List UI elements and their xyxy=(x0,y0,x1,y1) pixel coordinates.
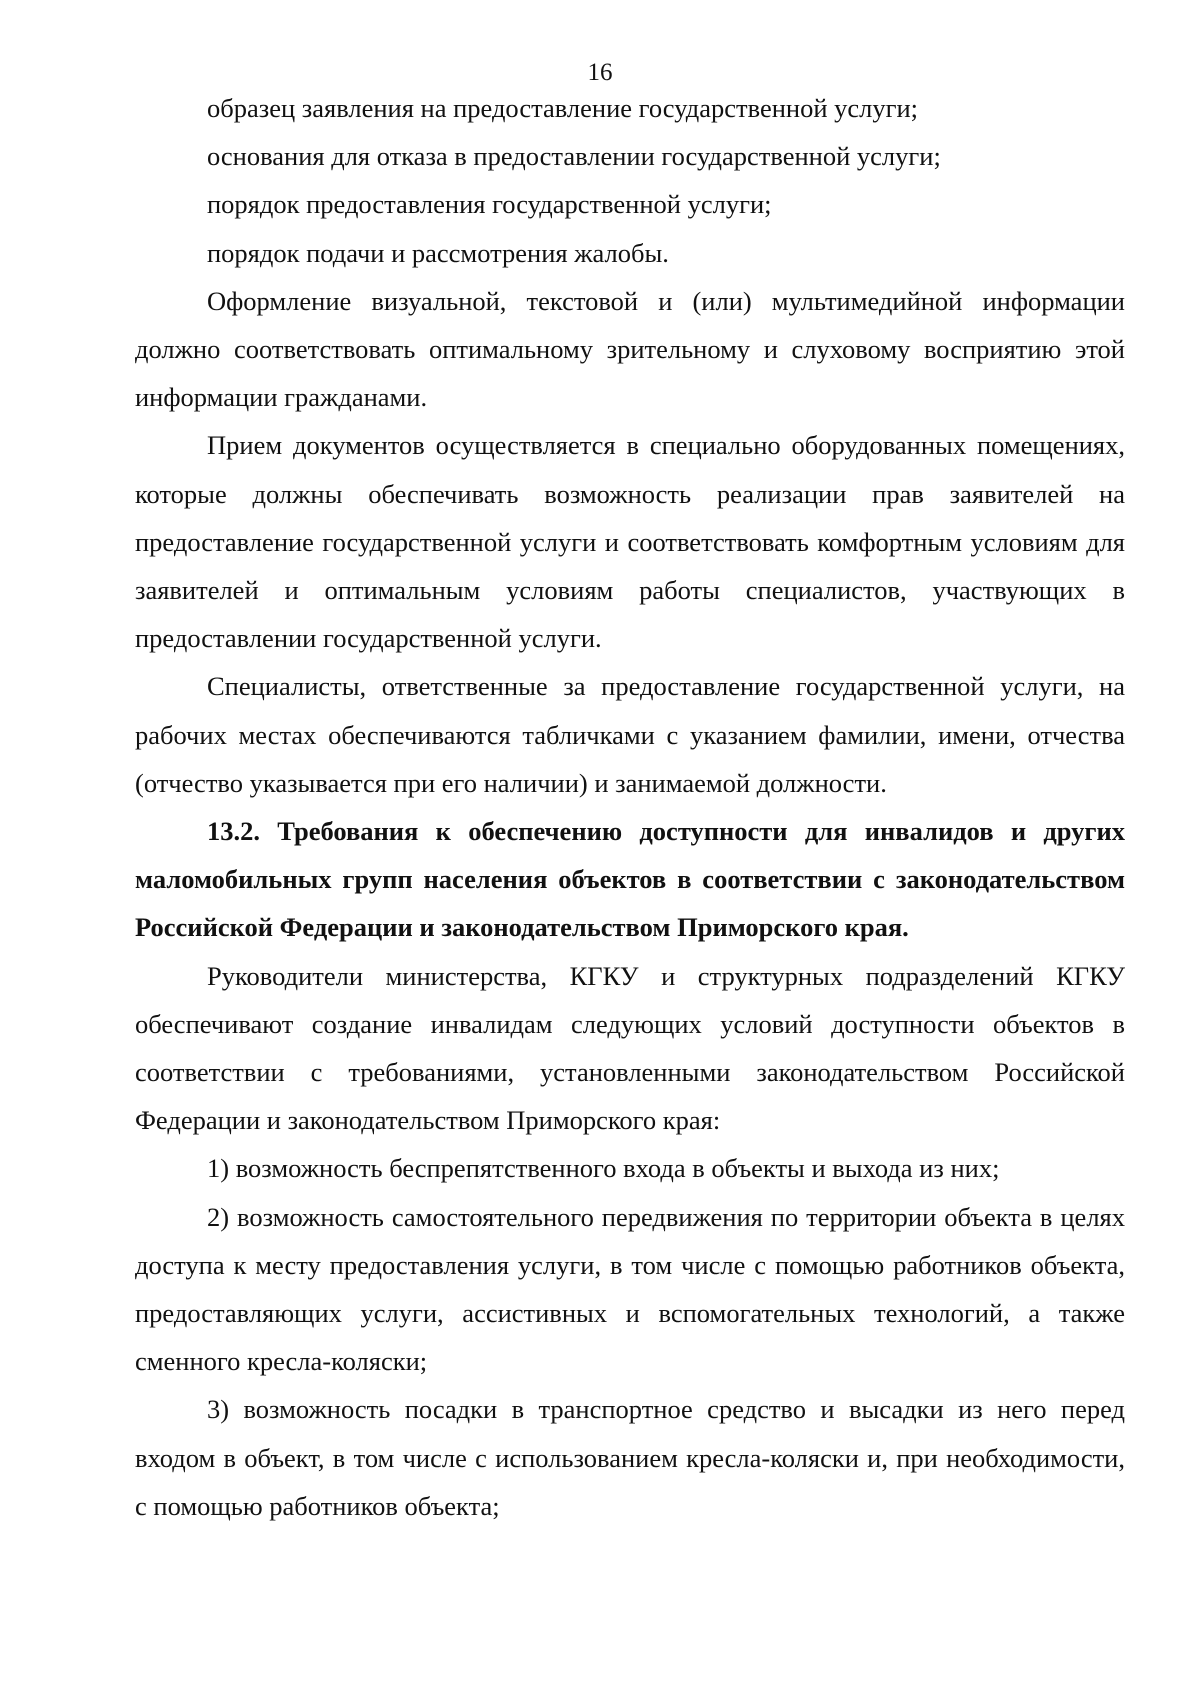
list-item-complaint-procedure: порядок подачи и рассмотрения жалобы. xyxy=(207,237,669,268)
list-item-condition-2: 2) возможность самостоятельного передвижения по территории объекта в целях доступа к месту предоставления услуги, в том числе с помощью работников объекта, предоставляющих услуги, ассистивных и вспомогательных технологий, а также сменного кресла-коляски; xyxy=(135,1201,1125,1377)
list-item-condition-1: 1) возможность беспрепятственного входа в объекты и выхода из них; xyxy=(207,1153,1000,1184)
paragraph-accessibility-conditions: Руководители министерства, КГКУ и структурных подразделений КГКУ обеспечивают создание инвалидам следующих условий доступности объектов в соответствии с требованиями, установленными законодательством Российской Федерации и законодательством Приморского края: xyxy=(135,960,1125,1136)
paragraph-specialists-nameplates: Специалисты, ответственные за предоставление государственной услуги, на рабочих местах обеспечиваются табличками с указанием фамилии, имени, отчества (отчество указывается при его наличии) и занимаемой должности. xyxy=(135,671,1125,798)
paragraph-document-reception: Прием документов осуществляется в специально оборудованных помещениях, которые должны обеспечивать возможность реализации прав заявителей на предоставление государственной услуги и соответствовать комфортным условиям для заявителей и оптимальным условиям работы специалистов, участвующих в предоставлении государственной услуги. xyxy=(135,430,1125,654)
list-item-service-procedure: порядок предоставления государственной услуги; xyxy=(207,189,772,220)
list-item-application-sample: образец заявления на предоставление государственной услуги; xyxy=(207,93,919,123)
page-number: 16 xyxy=(587,59,613,86)
list-item-refusal-grounds: основания для отказа в предоставлении государственной услуги; xyxy=(207,141,941,172)
section-heading-13-2: 13.2. Требования к обеспечению доступности для инвалидов и других маломобильных групп населения объектов в соответствии с законодательством Российской Федерации и законодательством Приморского края. xyxy=(135,816,1125,943)
paragraph-information-design: Оформление визуальной, текстовой и (или) мультимедийной информации должно соответствовать оптимальному зрительному и слуховому восприятию этой информации гражданами. xyxy=(135,285,1125,413)
document-body xyxy=(135,84,1125,1530)
list-item-condition-3: 3) возможность посадки в транспортное средство и высадки из него перед входом в объект, в том числе с использованием кресла-коляски и, при необходимости, с помощью работников объекта; xyxy=(135,1394,1125,1521)
